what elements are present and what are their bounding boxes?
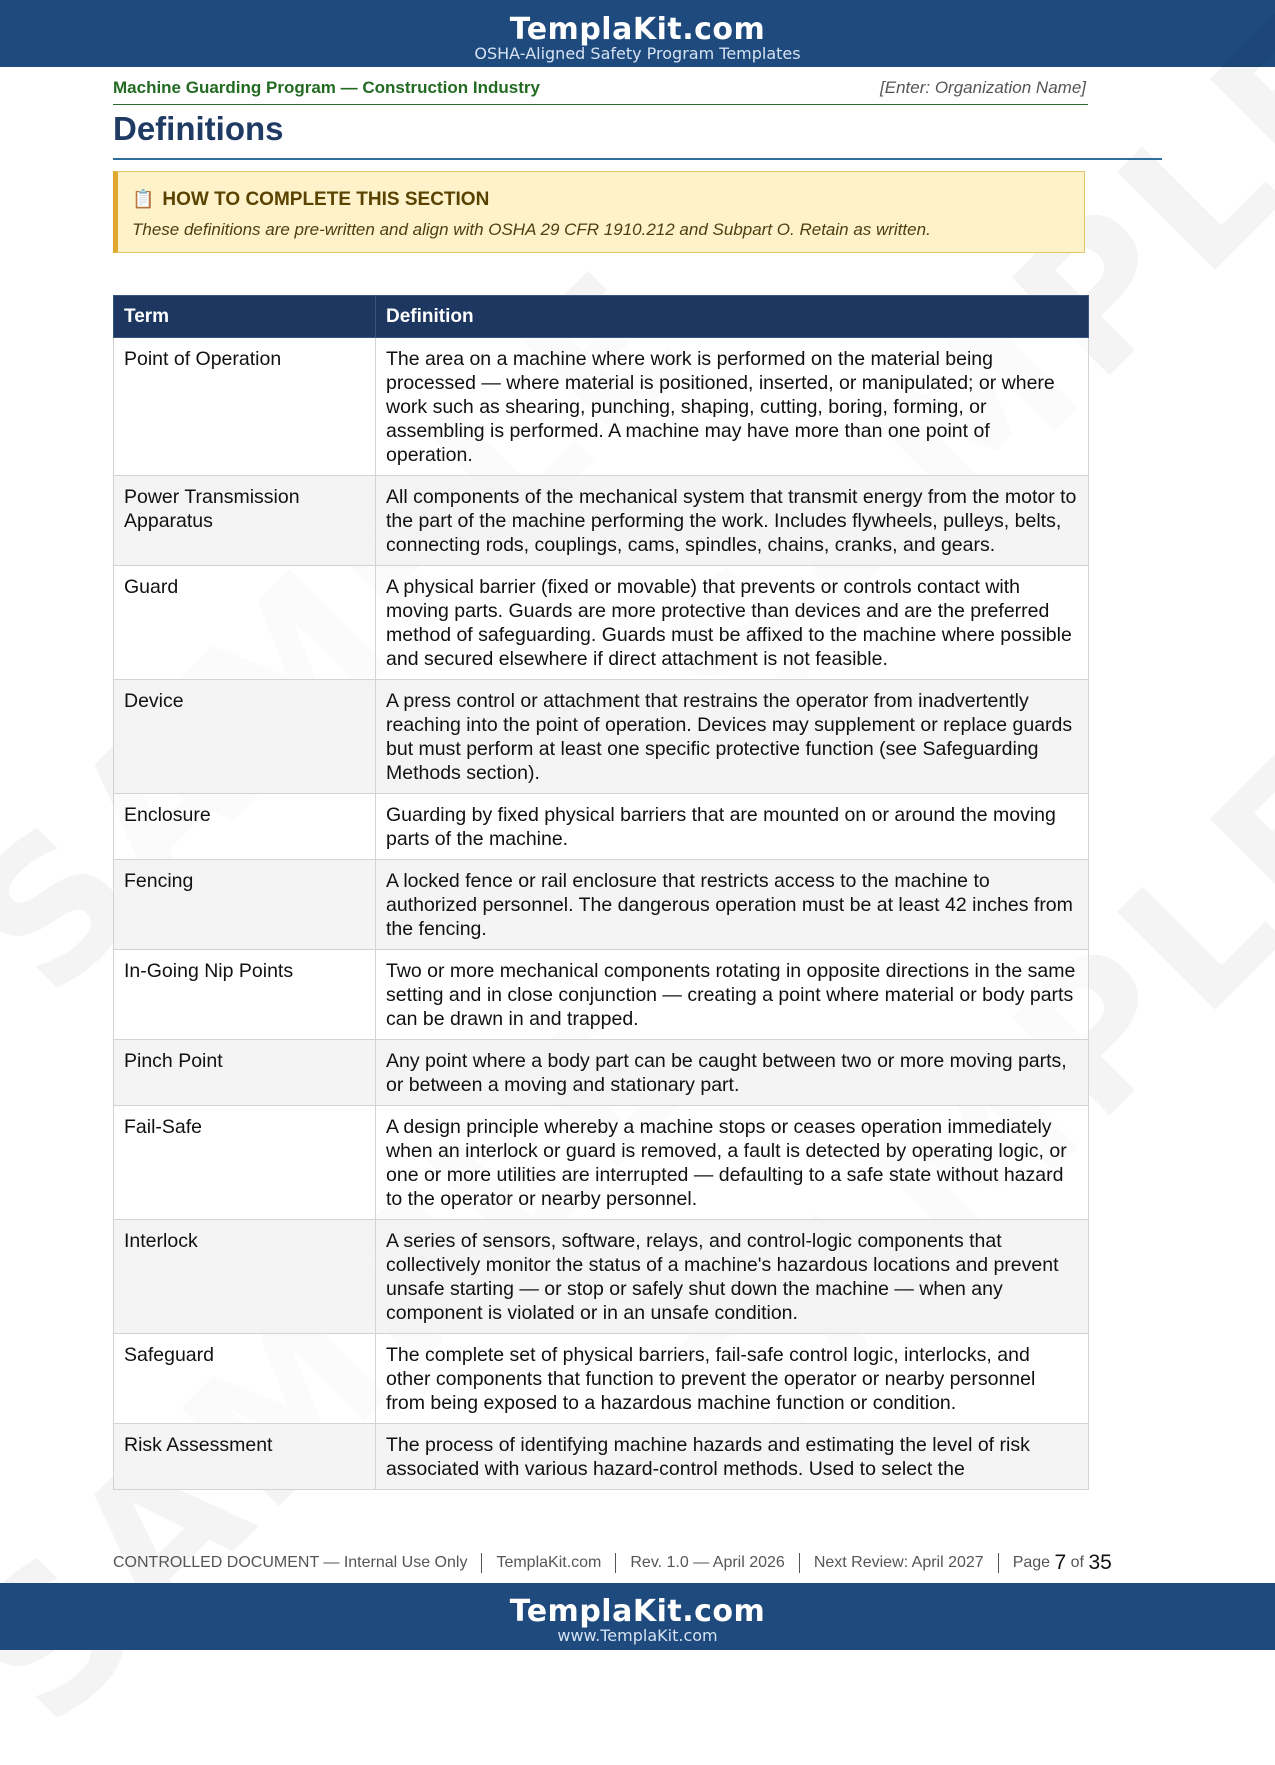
table-row (114, 950, 1089, 1040)
definition-cell: Two or more mechanical components rotating in opposite directions in the same setting and in close conjunction — creating a point where material or body parts can be drawn in and trapped. (376, 950, 1089, 1040)
definition-cell: All components of the mechanical system that transmit energy from the motor to the part of the machine performing the work. Includes flywheels, pulleys, belts, connecting rods, couplings, cams, spindles, chains, cranks, and gears. (376, 476, 1089, 566)
footer-divider (998, 1553, 999, 1573)
definitions-table (113, 295, 1089, 1490)
page-total: 35 (1088, 1551, 1112, 1574)
footer-divider (481, 1553, 482, 1573)
bottom-brand-title: TemplaKit.com (509, 1594, 766, 1629)
bottom-banner (0, 1583, 1275, 1650)
table-row (114, 1334, 1089, 1424)
definition-cell: A locked fence or rail enclosure that restricts access to the machine to authorized personnel. The dangerous operation must be at least 42 inches from the fencing. (376, 860, 1089, 950)
definition-cell: The complete set of physical barriers, fail-safe control logic, interlocks, and other components that function to prevent the operator or nearby personnel from being exposed to a hazardous machine function or condition. (376, 1334, 1089, 1424)
definition-cell: A series of sensors, software, relays, and control-logic components that collectively monitor the status of a machine's hazardous locations and prevent unsafe starting — or stop or safely shut down the machine — when any component is violated or in an unsafe condition. (376, 1220, 1089, 1334)
next-review-label: Next Review: April 2027 (813, 1554, 984, 1571)
callout-title-text: HOW TO COMPLETE THIS SECTION (162, 189, 490, 210)
definition-cell: A press control or attachment that restrains the operator from inadvertently reaching into the point of operation. Devices may supplement or replace guards but must perform at least one specific protective function (see Safeguarding Methods section). (376, 680, 1089, 794)
definition-cell: A physical barrier (fixed or movable) that prevents or controls contact with moving parts. Guards are more protective than devices and are the preferred method of safeguarding. Guards must be affixed to the machine where possible and secured elsewhere if direct attachment is not feasible. (376, 566, 1089, 680)
page-label: Page (1012, 1554, 1051, 1571)
table-row (114, 566, 1089, 680)
table-row (114, 338, 1089, 476)
clipboard-icon: 📋 (132, 189, 155, 210)
term-cell: Fail-Safe (114, 1106, 376, 1220)
table-row (114, 1424, 1089, 1490)
control-notice: CONTROLLED DOCUMENT — Internal Use Only (113, 1554, 468, 1571)
table-row (114, 1106, 1089, 1220)
table-header-row (114, 296, 1089, 338)
page-of: of (1070, 1554, 1084, 1571)
term-cell: Pinch Point (114, 1040, 376, 1106)
table-row (114, 476, 1089, 566)
definition-cell: The area on a machine where work is performed on the material being processed — where material is positioned, inserted, or manipulated; or where work such as shearing, punching, shaping, cutting, boring, forming, or assembling is performed. A machine may have more than one point of operation. (376, 338, 1089, 476)
definition-cell: Guarding by fixed physical barriers that are mounted on or around the moving parts of the machine. (376, 794, 1089, 860)
term-cell: Interlock (114, 1220, 376, 1334)
table-row (114, 680, 1089, 794)
program-title: Machine Guarding Program — Construction Industry (113, 78, 540, 97)
brand-tagline: OSHA-Aligned Safety Program Templates (474, 44, 801, 63)
definition-cell: A design principle whereby a machine stops or ceases operation immediately when an interlock or guard is removed, a fault is detected by operating logic, or one or more utilities are interrupted — defaulting to a safe state without hazard to the operator or nearby personnel. (376, 1106, 1089, 1220)
term-cell: Point of Operation (114, 338, 376, 476)
brand-title: TemplaKit.com (509, 12, 766, 47)
bottom-brand-url: www.TemplaKit.com (557, 1626, 718, 1645)
table-row (114, 860, 1089, 950)
term-cell: Guard (114, 566, 376, 680)
table-row (114, 1220, 1089, 1334)
footer-site: TemplaKit.com (496, 1554, 602, 1571)
term-cell: Safeguard (114, 1334, 376, 1424)
column-header-term: Term (114, 296, 376, 338)
term-cell: Device (114, 680, 376, 794)
document-footer (113, 1551, 1163, 1579)
term-cell: Fencing (114, 860, 376, 950)
callout-body: These definitions are pre-written and align with OSHA 29 CFR 1910.212 and Subpart O. Retain as written. (132, 220, 931, 239)
table-row (114, 1040, 1089, 1106)
footer-divider (615, 1553, 616, 1573)
definition-cell: Any point where a body part can be caught between two or more moving parts, or between a moving and stationary part. (376, 1040, 1089, 1106)
footer-divider (799, 1553, 800, 1573)
term-cell: Power Transmission Apparatus (114, 476, 376, 566)
table-row (114, 794, 1089, 860)
definition-cell: The process of identifying machine hazards and estimating the level of risk associated with various hazard-control methods. Used to select the (376, 1424, 1089, 1490)
organization-placeholder: [Enter: Organization Name] (880, 78, 1086, 97)
column-header-definition: Definition (376, 296, 1089, 338)
page-title: Definitions (113, 110, 284, 147)
revision-label: Rev. 1.0 — April 2026 (630, 1554, 785, 1571)
term-cell: In-Going Nip Points (114, 950, 376, 1040)
term-cell: Risk Assessment (114, 1424, 376, 1490)
term-cell: Enclosure (114, 794, 376, 860)
page-current: 7 (1054, 1551, 1067, 1574)
